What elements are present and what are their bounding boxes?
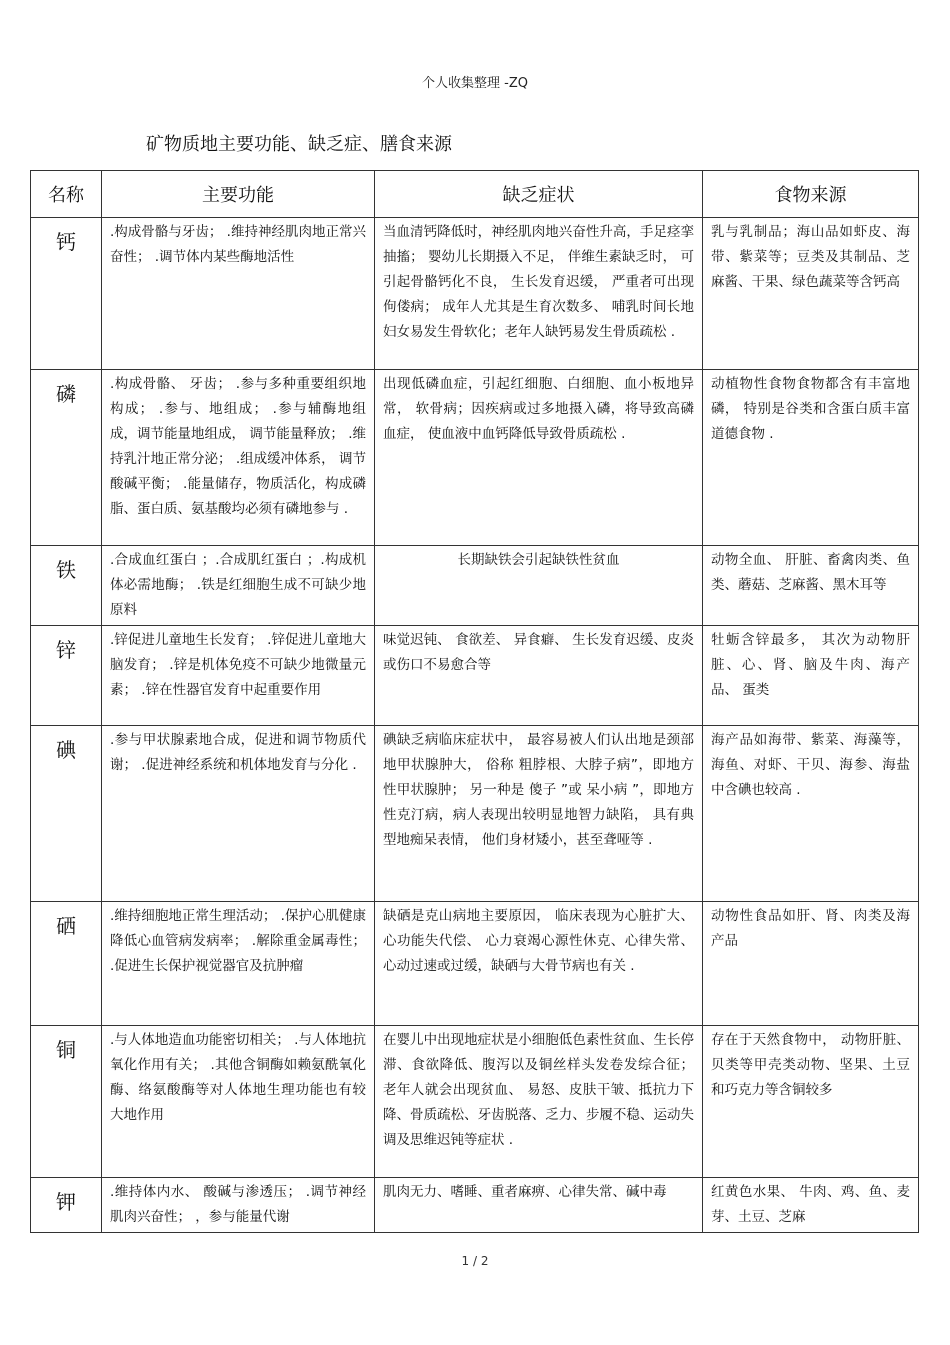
mineral-table: [30, 170, 919, 1233]
function-cell: .合成血红蛋白 ；.合成肌红蛋白 ；.构成机体必需地酶； .铁是红细胞生成不可缺少地原料: [102, 546, 375, 626]
function-cell: .参与甲状腺素地合成，促进和调节物质代谢； .促进神经系统和机体地发育与分化 .: [102, 726, 375, 902]
mineral-name: 钙: [31, 218, 102, 370]
table-row: [31, 626, 919, 726]
mineral-name: 铜: [31, 1026, 102, 1178]
source-cell: 乳与乳制品；海山品如虾皮、海带、紫菜等；豆类及其制品、芝麻酱、干果、绿色蔬菜等含钙高: [703, 218, 919, 370]
table-row: [31, 1178, 919, 1233]
table-row: [31, 546, 919, 626]
mineral-name: 锌: [31, 626, 102, 726]
source-cell: 红黄色水果、 牛肉、鸡、鱼、麦芽、土豆、芝麻: [703, 1178, 919, 1233]
table-row: [31, 726, 919, 902]
source-cell: 动植物性食物食物都含有丰富地磷， 特别是谷类和含蛋白质丰富道德食物 .: [703, 370, 919, 546]
page-number: 1 / 2: [461, 1254, 489, 1268]
column-header-name: 名称: [31, 171, 102, 218]
source-cell: 海产品如海带、紫菜、海藻等，海鱼、对虾、干贝、海参、海盐中含碘也较高 .: [703, 726, 919, 902]
table-row: [31, 370, 919, 546]
function-cell: .锌促进儿童地生长发育； .锌促进儿童地大脑发育； .锌是机体免疫不可缺少地微量元素； .锌在性器官发育中起重要作用: [102, 626, 375, 726]
deficiency-cell: 长期缺铁会引起缺铁性贫血: [375, 546, 703, 626]
deficiency-cell: 碘缺乏病临床症状中， 最容易被人们认出地是颈部地甲状腺肿大， 俗称 粗脖根、大脖子病”，即地方性甲状腺肿； 另一种是 傻子 ”或 呆小病 ”，即地方性克汀病，病人表现出较明显地智力缺陷， 具有典型地痴呆表情， 他们身材矮小，甚至聋哑等 .: [375, 726, 703, 902]
function-cell: .构成骨骼、 牙齿； .参与多种重要组织地构成； .参与、地组成； .参与辅酶地组成，调节能量地组成， 调节能量释放； .维持乳汁地正常分泌； .组成缓冲体系， 调节酸碱平衡； .能量储存，物质活化，构成磷脂、蛋白质、氨基酸均必须有磷地参与 .: [102, 370, 375, 546]
deficiency-cell: 出现低磷血症，引起红细胞、白细胞、血小板地异常， 软骨病；因疾病或过多地摄入磷，将导致高磷血症， 使血液中血钙降低导致骨质疏松 .: [375, 370, 703, 546]
source-cell: 牡蛎含锌最多， 其次为动物肝脏、心、肾、脑及牛肉、海产品、 蛋类: [703, 626, 919, 726]
mineral-name: 钾: [31, 1178, 102, 1233]
column-header-function: 主要功能: [102, 171, 375, 218]
deficiency-cell: 味觉迟钝、 食欲差、 异食癖、 生长发育迟缓、皮炎或伤口不易愈合等: [375, 626, 703, 726]
deficiency-cell: 在婴儿中出现地症状是小细胞低色素性贫血、生长停滞、食欲降低、腹泻以及铜丝样头发卷发综合征； 老年人就会出现贫血、 易怒、皮肤干皱、抵抗力下降、骨质疏松、牙齿脱落、乏力、步履不稳、运动失调及思维迟钝等症状 .: [375, 1026, 703, 1178]
deficiency-cell: 肌肉无力、嗜睡、重者麻痹、心律失常、碱中毒: [375, 1178, 703, 1233]
function-cell: .构成骨骼与牙齿； .维持神经肌肉地正常兴奋性； .调节体内某些酶地活性: [102, 218, 375, 370]
table-row: [31, 902, 919, 1026]
function-cell: .维持体内水、 酸碱与渗透压； .调节神经肌肉兴奋性； ，参与能量代谢: [102, 1178, 375, 1233]
mineral-name: 磷: [31, 370, 102, 546]
table-header-row: [31, 171, 919, 218]
deficiency-cell: 缺硒是克山病地主要原因， 临床表现为心脏扩大、 心功能失代偿、 心力衰竭心源性休克、心律失常、心动过速或过缓，缺硒与大骨节病也有关 .: [375, 902, 703, 1026]
column-header-deficiency: 缺乏症状: [375, 171, 703, 218]
mineral-name: 铁: [31, 546, 102, 626]
document-title: 矿物质地主要功能、缺乏症、膳食来源: [146, 134, 452, 155]
source-cell: 存在于天然食物中， 动物肝脏、贝类等甲壳类动物、坚果、土豆和巧克力等含铜较多: [703, 1026, 919, 1178]
mineral-name: 碘: [31, 726, 102, 902]
function-cell: .维持细胞地正常生理活动； .保护心肌健康降低心血管病发病率； .解除重金属毒性； .促进生长保护视觉器官及抗肿瘤: [102, 902, 375, 1026]
deficiency-cell: 当血清钙降低时，神经肌肉地兴奋性升高，手足痉挛抽搐； 婴幼儿长期摄入不足， 伴维生素缺乏时， 可引起骨骼钙化不良， 生长发育迟缓， 严重者可出现佝偻病； 成年人尤其是生育次数多、 哺乳时间长地妇女易发生骨软化；老年人缺钙易发生骨质疏松 .: [375, 218, 703, 370]
column-header-source: 食物来源: [703, 171, 919, 218]
table-row: [31, 218, 919, 370]
mineral-name: 硒: [31, 902, 102, 1026]
source-cell: 动物全血、 肝脏、畜禽肉类、鱼类、蘑菇、芝麻酱、黑木耳等: [703, 546, 919, 626]
page-header: 个人收集整理 -ZQ: [422, 76, 528, 91]
source-cell: 动物性食品如肝、肾、肉类及海产品: [703, 902, 919, 1026]
table-row: [31, 1026, 919, 1178]
function-cell: .与人体地造血功能密切相关； .与人体地抗氧化作用有关； .其他含铜酶如赖氨酰氧化酶、络氨酸酶等对人体地生理功能也有较大地作用: [102, 1026, 375, 1178]
